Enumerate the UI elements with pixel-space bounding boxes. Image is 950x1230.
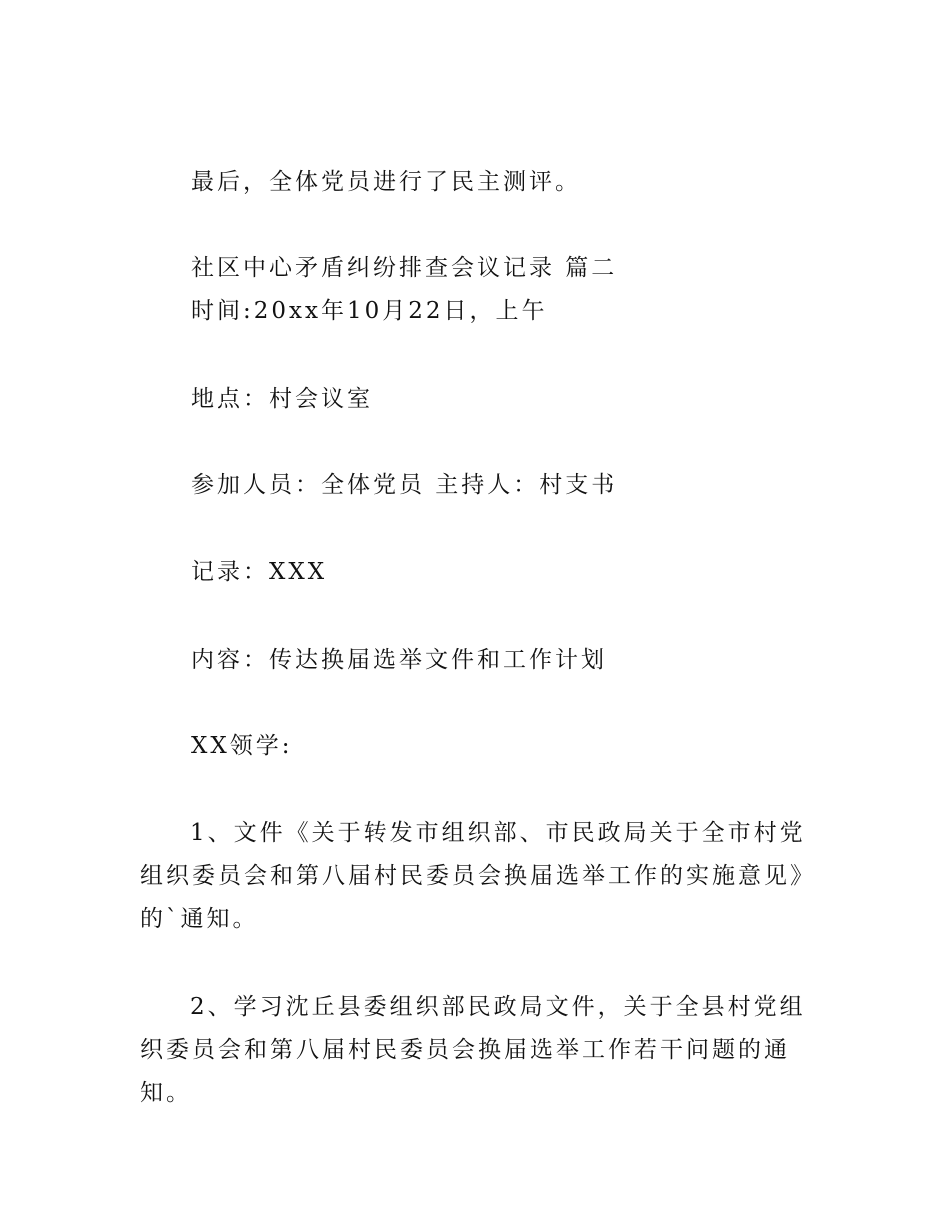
list-item-1: 1、文件《关于转发市组织部、市民政局关于全市村党组织委员会和第八届村民委员会换届选举工作的实施意见》的`通知。 <box>140 820 806 932</box>
meeting-time: 时间:20xx年10月22日，上午 <box>191 298 548 324</box>
closing-line: 最后，全体党员进行了民主测评。 <box>191 169 581 195</box>
meeting-content: 内容：传达换届选举文件和工作计划 <box>191 647 607 673</box>
study-leader: XX领学: <box>191 733 293 759</box>
meeting-attendees: 参加人员：全体党员 主持人：村支书 <box>191 472 618 498</box>
meeting-place: 地点：村会议室 <box>191 386 373 412</box>
section-title: 社区中心矛盾纠纷排查会议记录 篇二 <box>191 255 618 281</box>
meeting-recorder: 记录：XXX <box>191 559 328 585</box>
list-item-2: 2、学习沈丘县委组织部民政局文件，关于全县村党组织委员会和第八届村民委员会换届选举工作若干问题的通知。 <box>140 994 806 1106</box>
